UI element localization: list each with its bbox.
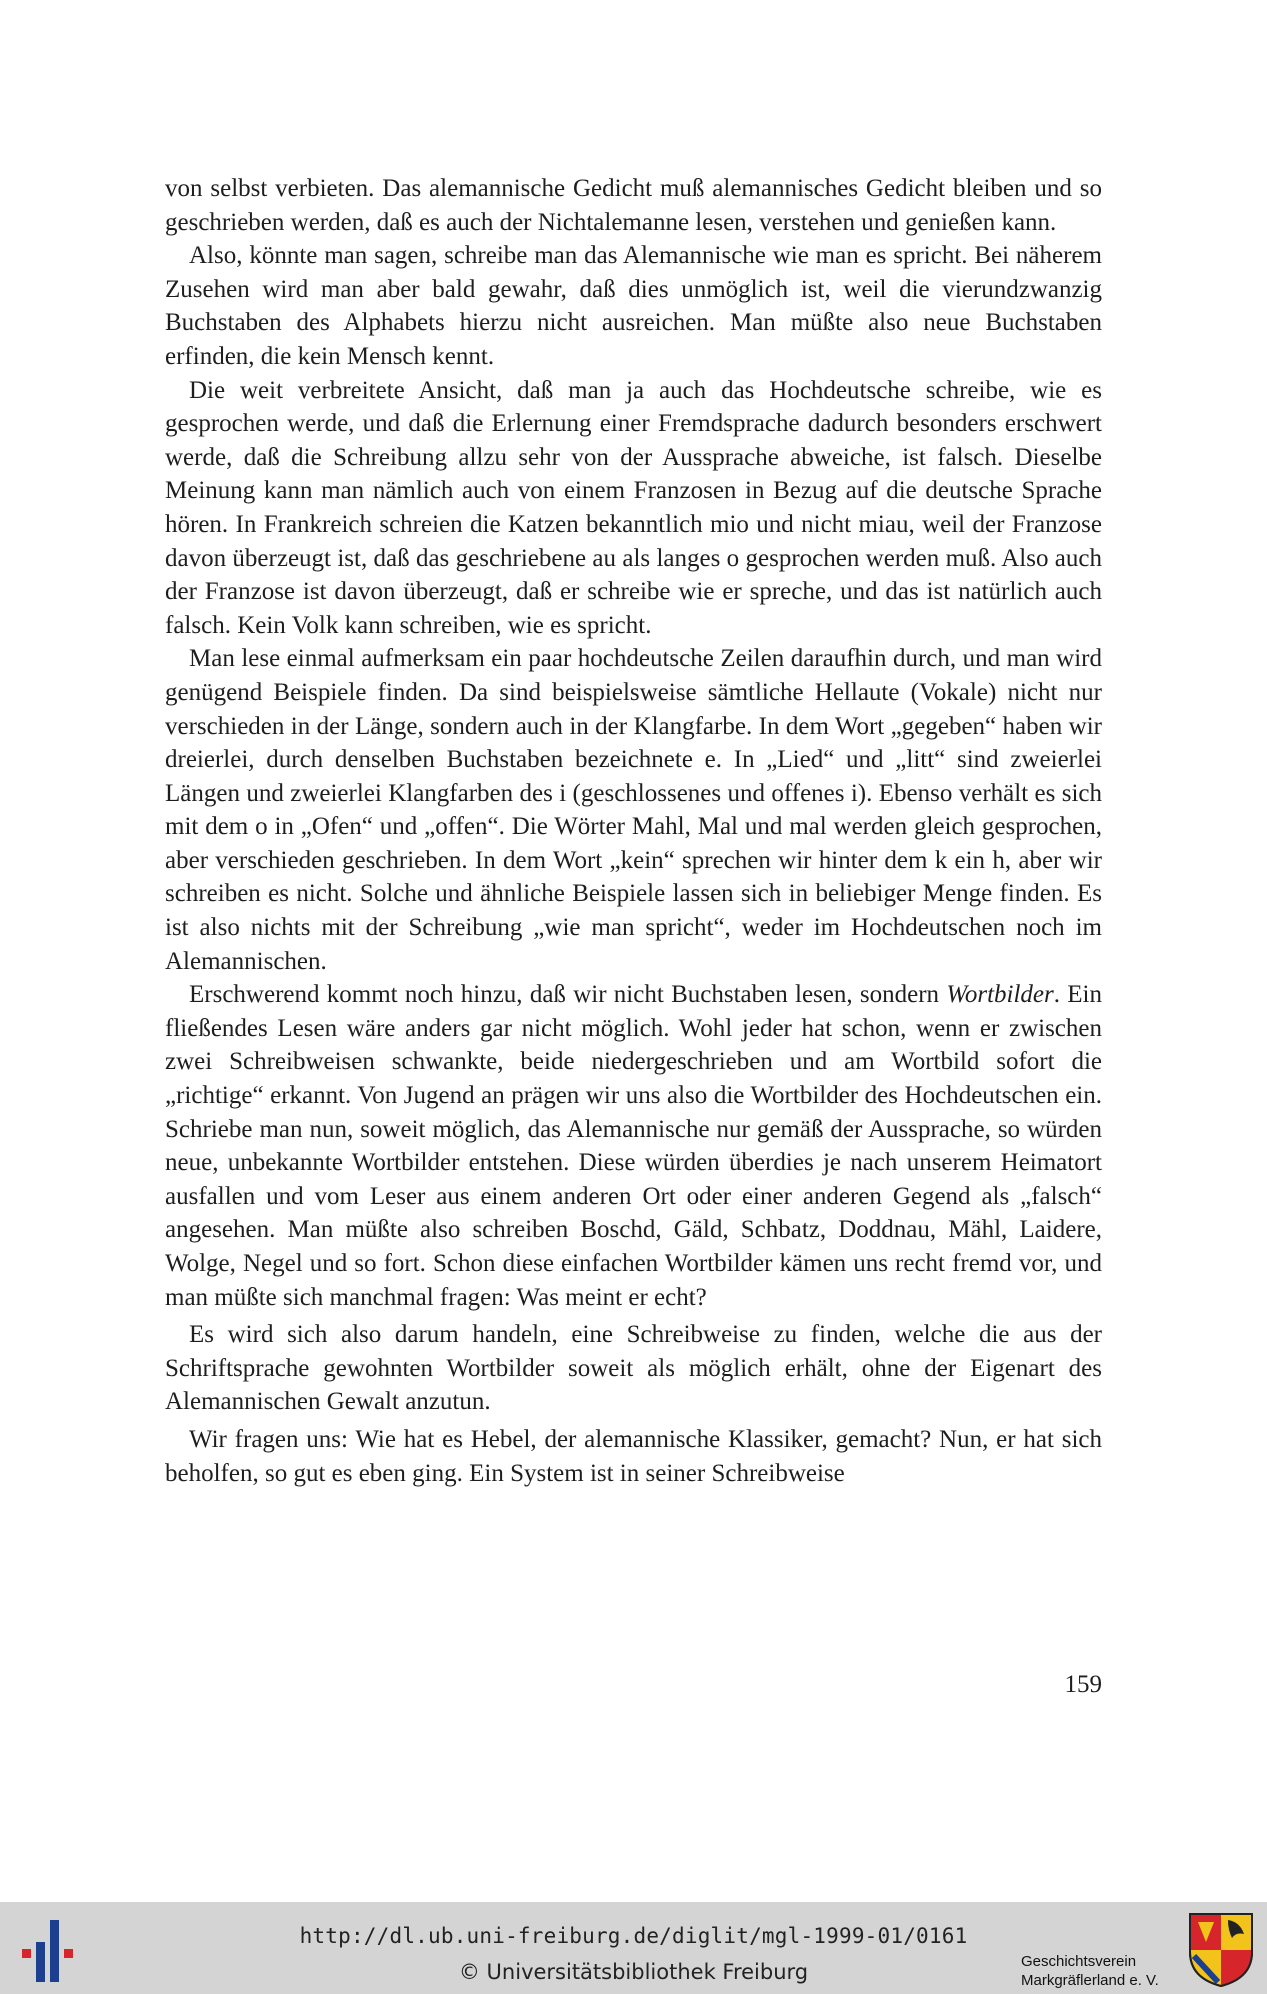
paragraph-5-italic: Wortbilder: [946, 981, 1054, 1009]
paragraph-7: Wir fragen uns: Wie hat es Hebel, der alemannische Klassiker, gemacht? Nun, er hat sich beholfen, so gut es eben ging. Ein System ist in seiner Schreibweise: [165, 1425, 1102, 1487]
paragraph-5-rest: . Ein fließendes Lesen wäre anders gar nicht möglich. Wohl jeder hat schon, wenn er zwischen zwei Schreibweisen schwankte, beide niedergeschrieben und am Wortbild sofort die „richtige“ erkannt. Von Jugend an prägen wir uns also die Wortbilder des Hochdeutschen ein. Schriebe man nun, soweit möglich, das Alemannische nur gemäß der Aussprache, so würden neue, unbekannte Wortbilder entstehen. Diese würden überdies je nach unserem Heimatort ausfallen und vom Leser aus einem anderen Ort oder einer anderen Gegend als „falsch“ angesehen. Man müßte also schreiben Boschd, Gäld, Schbatz, Doddnau, Mähl, Laidere, Wolge, Negel und so fort. Schon diese einfachen Wortbilder kämen uns recht fremd vor, und man müßte sich manchmal fragen: Was meint er echt?: [165, 981, 1102, 1311]
page-number: 159: [1064, 1671, 1102, 1698]
coat-of-arms-icon: [1188, 1912, 1254, 1988]
footer-url-link[interactable]: http://dl.ub.uni-freiburg.de/diglit/mgl-1999-01/0161: [299, 1924, 968, 1948]
paragraph-6: Es wird sich also darum handeln, eine Schreibweise zu finden, welche die aus der Schriftsprache gewohnten Wortbilder soweit als möglich erhält, ohne der Eigenart des Alemannischen Gewalt anzutun.: [165, 1321, 1102, 1416]
society-name-line2: Markgräflerland e. V.: [1021, 1972, 1159, 1989]
paragraph-1: von selbst verbieten. Das alemannische Gedicht muß alemannisches Gedicht bleiben und so geschrieben werden, daß es auch der Nichtalemanne lesen, verstehen und genießen kann.: [165, 175, 1102, 236]
body-text: [165, 172, 1102, 1490]
paragraph-5-start: Erschwerend kommt noch hinzu, daß wir nicht Buchstaben lesen, sondern: [189, 981, 947, 1009]
footer-copyright: © Universitätsbibliothek Freiburg: [458, 1960, 809, 1984]
paragraph-5: [165, 978, 1102, 1314]
paragraph-3: Die weit verbreitete Ansicht, daß man ja auch das Hochdeutsche schreibe, wie es gesprochen werde, und daß die Erlernung einer Fremdsprache dadurch besonders erschwert werde, daß die Schreibung allzu sehr von der Aussprache abweiche, ist falsch. Dieselbe Meinung kann man nämlich auch von einem Franzosen in Bezug auf die deutsche Sprache hören. In Frankreich schreien die Katzen bekanntlich mio und nicht miau, weil der Franzose davon überzeugt ist, daß das geschriebene au als langes o gesprochen werden muß. Also auch der Franzose ist davon überzeugt, daß er schreibe wie er spreche, und das ist natürlich auch falsch. Kein Volk kann schreiben, wie es spricht.: [165, 376, 1102, 639]
society-name-line1: Geschichtsverein: [1021, 1953, 1137, 1970]
society-name: [1021, 1952, 1181, 1990]
paragraph-4: Man lese einmal aufmerksam ein paar hochdeutsche Zeilen daraufhin durch, und man wird genügend Beispiele finden. Da sind beispielsweise sämtliche Hellaute (Vokale) nicht nur verschieden in der Länge, sondern auch in der Klangfarbe. In dem Wort „gegeben“ haben wir dreierlei, durch denselben Buchstaben bezeichnete e. In „Lied“ und „litt“ sind zweierlei Längen und zweierlei Klangfarben des i (geschlossenes und offenes i). Ebenso verhält es sich mit dem o in „Ofen“ und „offen“. Die Wörter Mahl, Mal und mal werden gleich gesprochen, aber verschieden geschrieben. In dem Wort „kein“ sprechen wir hinter dem k ein h, aber wir schreiben es nicht. Solche und ähnliche Beispiele lassen sich in beliebiger Menge finden. Es ist also nichts mit der Schreibung „wie man spricht“, weder im Hochdeutschen noch im Alemannischen.: [165, 645, 1102, 975]
footer-bar: [0, 1902, 1267, 1994]
paragraph-2: Also, könnte man sagen, schreibe man das Alemannische wie man es spricht. Bei näherem Zusehen wird man aber bald gewahr, daß dies unmöglich ist, weil die vierundzwanzig Buchstaben des Alphabets hierzu nicht ausreichen. Man müßte also neue Buchstaben erfinden, die kein Mensch kennt.: [165, 242, 1102, 370]
